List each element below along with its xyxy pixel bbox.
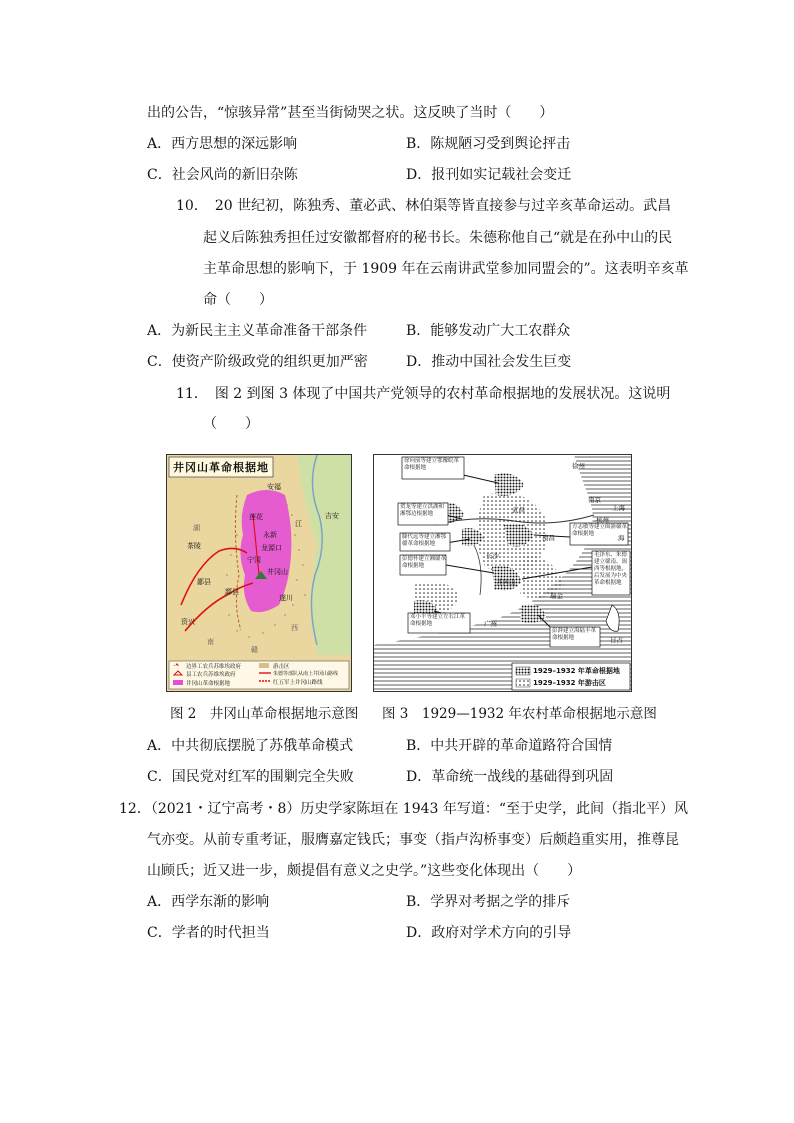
q11-option-a[interactable]: A．中共彻底摆脱了苏俄革命模式	[147, 738, 354, 754]
fig3-legend-bases: 1929–1932 年革命根据地	[533, 667, 620, 675]
q11-stem-line-2: （ ）	[203, 416, 259, 432]
q12-stem-line-2: 气亦变。从前专重考证，服膺嘉定钱氏；事变（指卢沟桥事变）后颇趋重实用，推尊昆	[147, 832, 679, 848]
fig2-place-lingxian: 鄙县	[197, 578, 211, 586]
fig3-place-nanchang: 南昌	[542, 534, 555, 542]
q11-stem-line-1: 11． 图 2 到图 3 体现了中国共产党领导的农村革命根据地的发展状况。这说明	[176, 386, 671, 402]
fig2-place-anfu: 安福	[267, 483, 281, 491]
fig3-label-hailufeng: 彭湃建立海陆丰革命根据地	[552, 628, 597, 641]
fig3-label-zuoyoujiang: 邓小平等建立左右江革命根据地	[410, 614, 466, 627]
figure-2-map-svg	[167, 455, 351, 691]
fig2-place-longyuankou: 龙源口	[261, 544, 282, 552]
fig2-place-jiang: 江	[295, 520, 302, 528]
fig3-label-xianggan: 彭德怀建立湘赣革命根据地	[402, 556, 447, 569]
q10-option-b[interactable]: B．能够发动广大工农群众	[406, 323, 571, 339]
fig3-place-xuzhou: 徐州	[572, 462, 585, 470]
fig3-place-ruijin: 瑞金	[550, 592, 563, 600]
fig2-place-ninggang: 宁冈	[247, 556, 261, 564]
q10-stem-line-2: 起义后陈独秀担任过安徽都督府的秘书长。朱德称他自己“就是在孙中山的民	[203, 230, 673, 246]
fig2-legend-border-gov: 边界工农兵苏维埃政府	[186, 664, 242, 670]
fig2-legend-zhude-route: 朱德等部队从南上井冈山路线	[273, 671, 339, 677]
fig2-place-suichuan: 遂川	[279, 594, 293, 602]
q10-stem-line-3: 主革命思想的影响下，于 1909 年在云南讲武堂参加同盟会的”。这表明辛亥革	[203, 261, 689, 277]
fig2-place-nan: 南	[207, 638, 214, 646]
q12-stem-line-3: 山顾氏；近又进一步，颇提倡有意义之史学。”这些变化体现出（ ）	[147, 863, 582, 879]
q12-option-d[interactable]: D．政府对学术方向的引导	[406, 925, 572, 941]
fig3-label-minzhegan: 方志敏等建立闽浙赣革命根据地	[572, 524, 628, 537]
fig2-legend-guerrilla: 游击区	[273, 664, 290, 670]
figure-3-map-svg	[374, 455, 631, 691]
q10-option-c[interactable]: C．使资产阶级政党的组织更加严密	[147, 354, 368, 370]
q12-stem-line-1: 12．（2021・辽宁高考・8）历史学家陈垣在 1943 年写道：“至于史学，此间（指北平）风	[119, 801, 689, 817]
fig3-place-hangzhou: 杭州	[596, 516, 609, 524]
fig2-place-hu: 湖	[193, 524, 200, 532]
fig3-label-honghu: 贺龙等建立洪湖和湘鄂边根据地	[400, 504, 445, 517]
figure-3-caption: 图 3 1929—1932 年农村革命根据地示意图	[382, 706, 657, 722]
fig3-place-hai: 海	[618, 534, 625, 542]
figure-2-title: 井冈山革命根据地	[173, 461, 269, 474]
fig3-place-guangzhou: 广州	[484, 620, 497, 628]
fig2-place-gan: 赣	[251, 646, 258, 654]
q10-option-a[interactable]: A．为新民主主义革命准备干部条件	[147, 323, 368, 339]
fig3-label-central: 毛泽东、朱德建立赣南、闽西等根据地，后发展为中央革命根据地	[594, 552, 628, 586]
figure-3-rural-bases-map	[373, 454, 632, 692]
q9-stem-tail: 出的公告，“惊骇异常”甚至当街恸哭之状。这反映了当时（ ）	[147, 105, 554, 121]
q12-option-a[interactable]: A．西学东渐的影响	[147, 894, 270, 910]
fig2-legend-red5-route: 红五军上井冈山路线	[273, 680, 323, 686]
fig2-place-lingxian-2: 酃县	[225, 588, 239, 596]
q11-option-d[interactable]: D．革命统一战线的基础得到巩固	[406, 769, 614, 785]
fig3-place-changsha: 长沙	[486, 552, 499, 560]
fig3-place-nanjing: 南京	[588, 496, 601, 504]
figure-2-caption: 图 2 井冈山革命根据地示意图	[170, 706, 359, 722]
q10-option-d[interactable]: D．推动中国社会发生巨变	[406, 354, 572, 370]
q9-option-d[interactable]: D．报刊如实记载社会变迁	[406, 167, 572, 183]
q12-option-b[interactable]: B．学界对考据之学的排斥	[406, 894, 571, 910]
q9-option-b[interactable]: B．陈规陋习受到舆论抨击	[406, 136, 571, 152]
fig3-legend-guerrilla: 1929–1932 年游击区	[533, 679, 606, 687]
fig3-place-wuchang: 武昌	[512, 506, 525, 514]
fig2-legend-base-area: 井冈山革命根据地	[186, 681, 231, 687]
fig2-place-jinggangshan: 井冈山	[267, 568, 288, 576]
fig2-place-yongxin: 永新	[263, 531, 277, 539]
q10-stem-line-1: 10． 20 世纪初，陈独秀、董必武、林伯渠等皆直接参与过辛亥革命运动。武昌	[176, 198, 672, 214]
fig2-place-jian: 吉安	[325, 512, 339, 520]
fig3-label-eyuwan: 徐向前等建立鄂豫皖革命根据地	[404, 458, 460, 471]
fig3-place-jinggangshan: 井冈山	[496, 578, 516, 586]
q9-option-a[interactable]: A．西方思想的深远影响	[147, 136, 298, 152]
fig3-place-shanghai: 上海	[612, 504, 625, 512]
q9-option-c[interactable]: C．社会风尚的新旧杂陈	[147, 167, 298, 183]
fig2-place-chaling: 茶陵	[187, 542, 201, 550]
fig2-place-lianhua: 莲花	[249, 513, 263, 521]
fig3-place-rizhan: 日占	[610, 636, 623, 644]
figure-2-jinggangshan-map	[166, 454, 352, 692]
fig2-place-xi: 西	[291, 624, 298, 632]
q11-option-b[interactable]: B．中共开辟的革命道路符合国情	[406, 738, 613, 754]
q11-option-c[interactable]: C．国民党对红军的围剿完全失败	[147, 769, 354, 785]
fig3-label-xiangegan: 滕代远等建立湘鄂赣革命根据地	[402, 534, 447, 547]
fig2-legend-county-gov: 县工农兵苏维埃政府	[186, 672, 236, 678]
q10-stem-line-4: 命（ ）	[203, 292, 273, 308]
q12-option-c[interactable]: C．学者的时代担当	[147, 925, 270, 941]
fig2-place-zixing: 资兴	[181, 618, 195, 626]
